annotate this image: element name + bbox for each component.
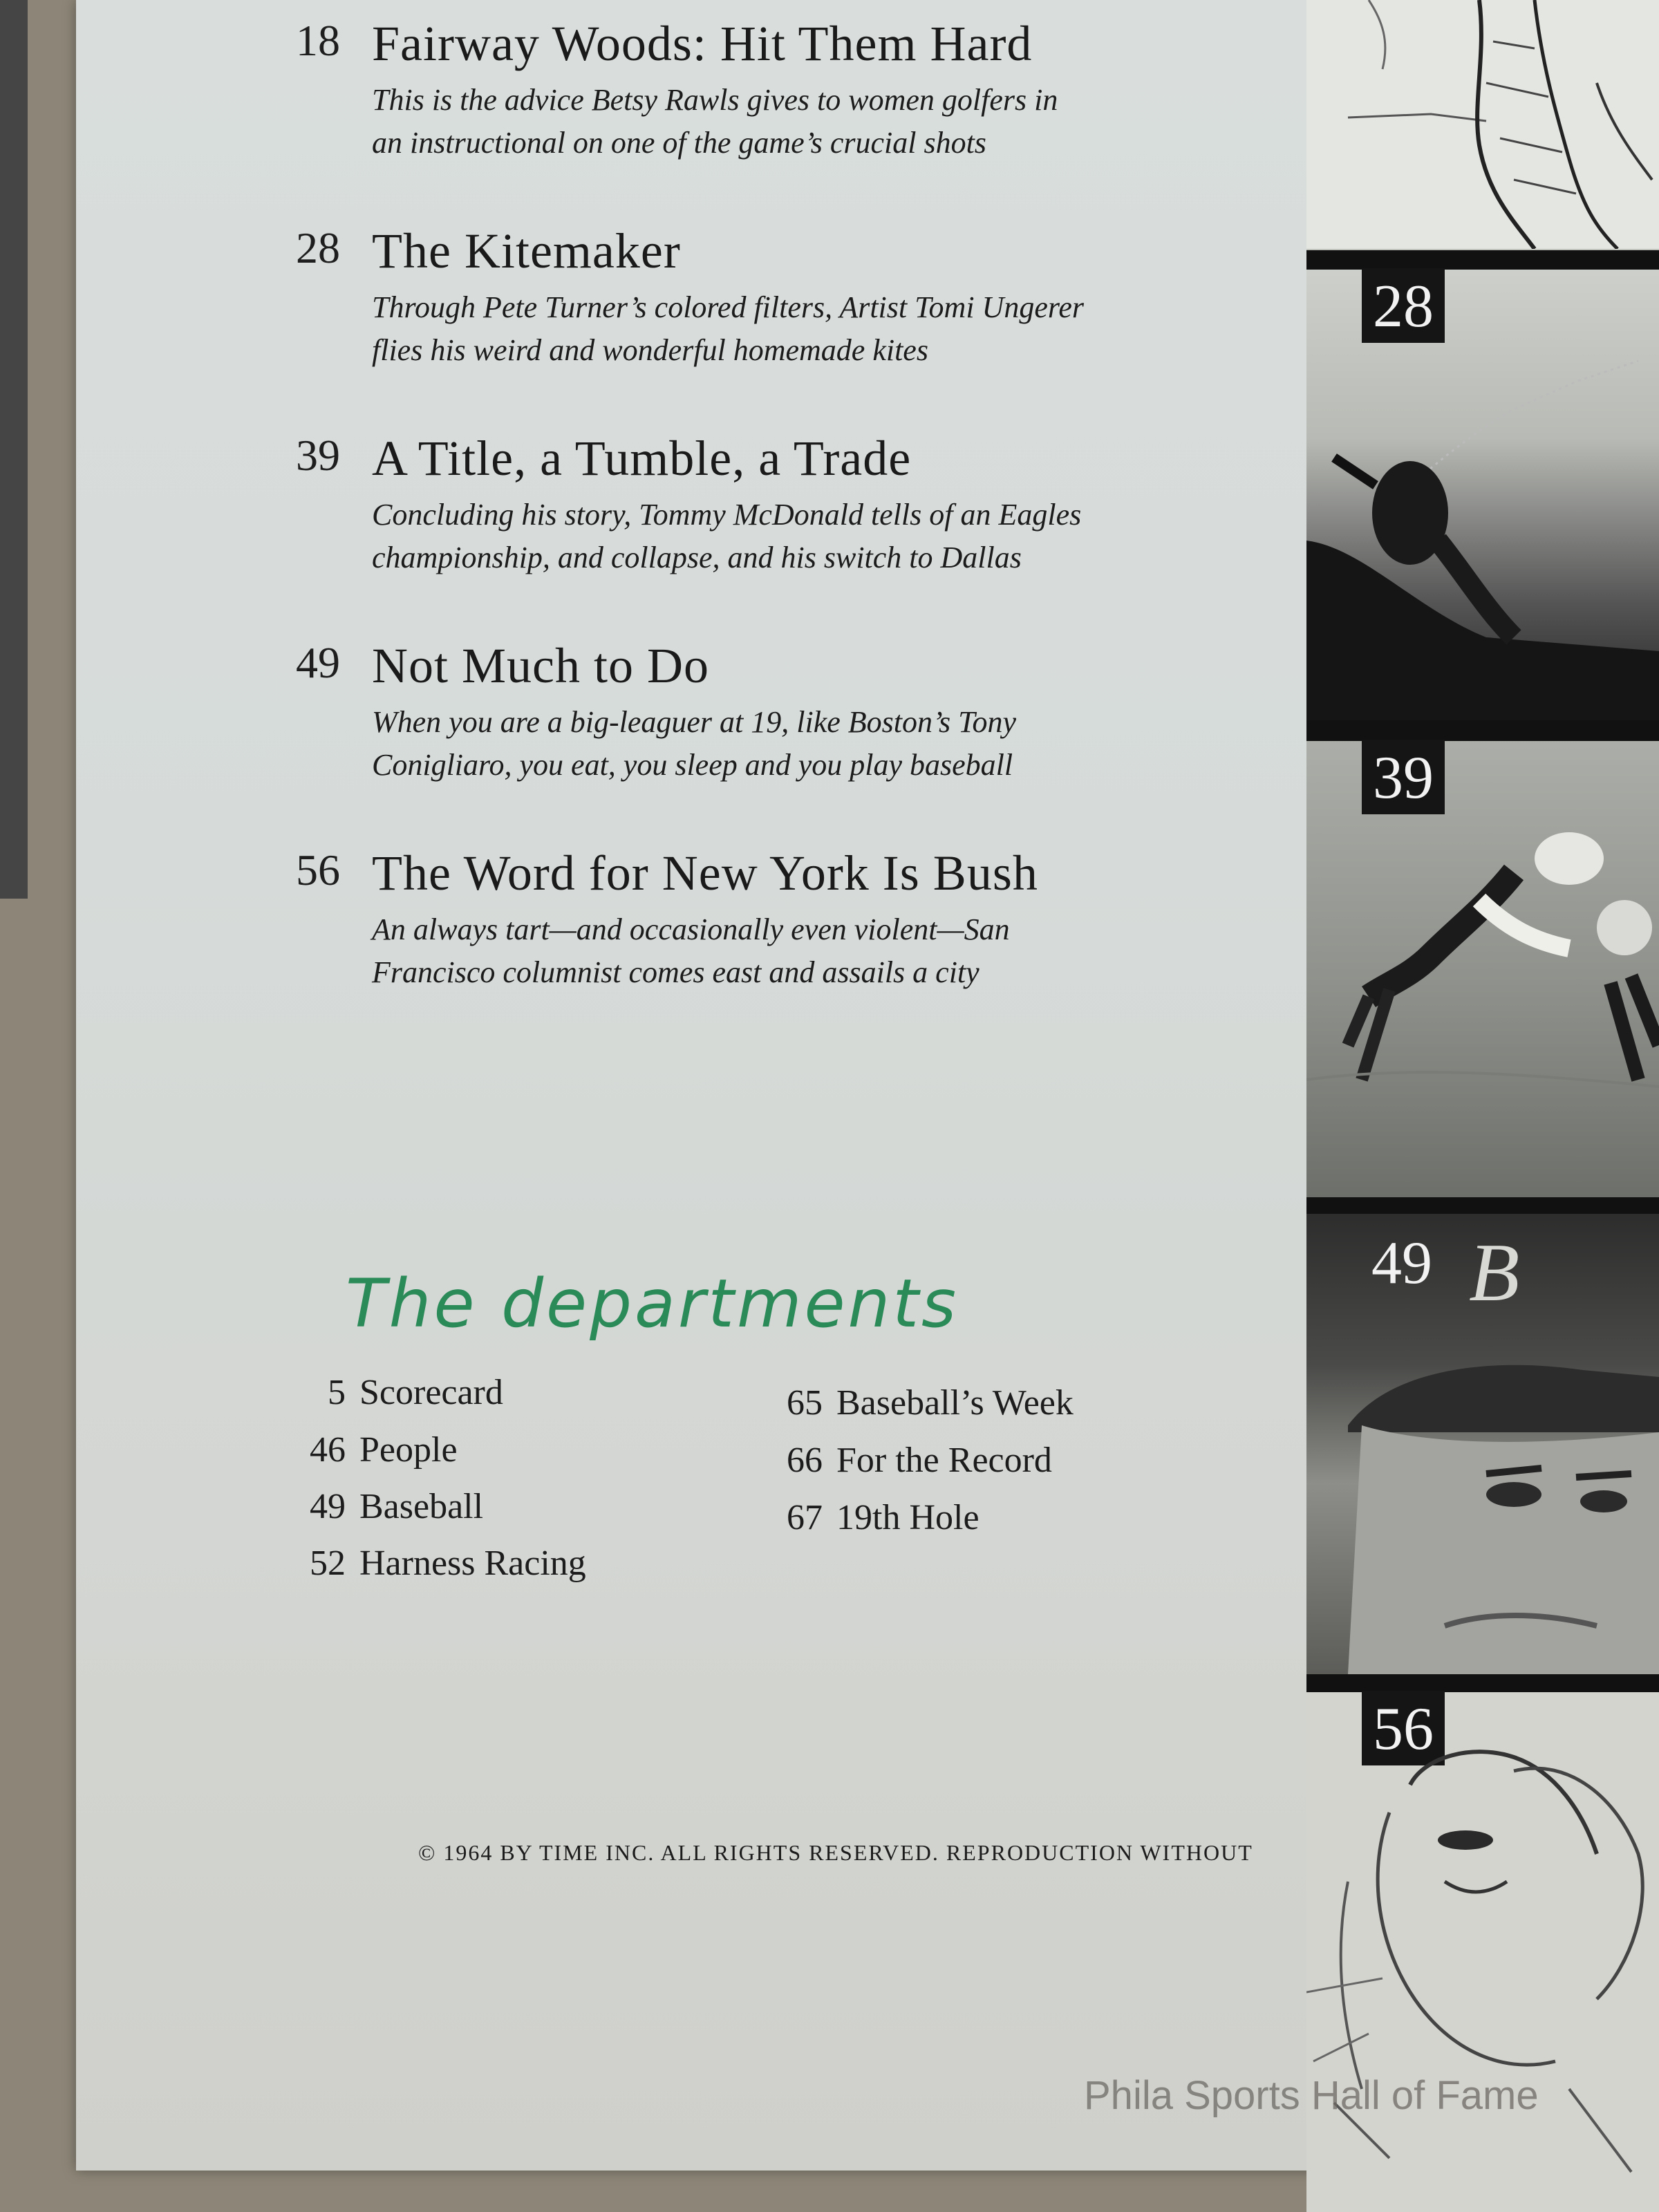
left-shadow bbox=[0, 0, 28, 899]
woman-sketch-figure bbox=[1306, 1674, 1659, 2212]
conigliaro-photo-panel bbox=[1306, 1197, 1659, 1674]
description-line: Concluding his story, Tommy McDonald tells of an Eagles bbox=[372, 498, 1082, 532]
description-line: championship, and collapse, and his switch to Dallas bbox=[372, 541, 1022, 574]
description-line: Conigliaro, you eat, you sleep and you play baseball bbox=[372, 748, 1013, 782]
golf-illustration-panel bbox=[1306, 0, 1659, 249]
diving-player-figure bbox=[1306, 720, 1659, 1197]
department-page-number: 65 bbox=[787, 1383, 823, 1423]
new-york-illustration-panel bbox=[1306, 1674, 1659, 2212]
photo-page-label: 28 bbox=[1362, 268, 1445, 343]
feature-page-number: 56 bbox=[296, 845, 340, 894]
golf-sketch-icon bbox=[1306, 0, 1659, 249]
description-line: Francisco columnist comes east and assails a city bbox=[372, 955, 980, 989]
feature-page-number: 39 bbox=[296, 431, 340, 480]
department-label: Harness Racing bbox=[359, 1544, 586, 1583]
department-label: Baseball’s Week bbox=[836, 1383, 1074, 1423]
department-label: 19th Hole bbox=[836, 1498, 980, 1537]
football-photo-panel bbox=[1306, 720, 1659, 1197]
department-page-number: 66 bbox=[787, 1441, 823, 1480]
description-line: This is the advice Betsy Rawls gives to women golfers in bbox=[372, 83, 1058, 117]
department-label: Baseball bbox=[359, 1487, 484, 1526]
description-line: an instructional on one of the game’s crucial shots bbox=[372, 126, 986, 160]
description-line: An always tart—and occasionally even violent—San bbox=[372, 912, 1010, 946]
photo-page-label: 49 bbox=[1371, 1230, 1432, 1297]
copyright-notice: © 1964 BY TIME INC. ALL RIGHTS RESERVED. REPRODUCTION WITHOUT bbox=[418, 1840, 1253, 1865]
kitemaker-photo-panel bbox=[1306, 250, 1659, 720]
description-line: When you are a big-leaguer at 19, like Boston’s Tony bbox=[372, 705, 1017, 739]
department-label: For the Record bbox=[836, 1441, 1052, 1480]
feature-title: Not Much to Do bbox=[372, 638, 709, 693]
feature-title: The Word for New York Is Bush bbox=[372, 845, 1038, 901]
feature-title: The Kitemaker bbox=[372, 223, 681, 279]
photo-page-label: 56 bbox=[1362, 1691, 1445, 1765]
department-page-number: 46 bbox=[310, 1430, 346, 1470]
feature-page-number: 18 bbox=[296, 16, 340, 65]
feature-description bbox=[372, 79, 1298, 165]
feature-description bbox=[372, 701, 1298, 787]
kite-flyer-figure bbox=[1306, 250, 1659, 720]
watermark: Phila Sports Hall of Fame bbox=[1084, 2073, 1539, 2118]
departments-heading: The departments bbox=[346, 1265, 959, 1342]
feature-title: Fairway Woods: Hit Them Hard bbox=[372, 16, 1033, 71]
feature-description bbox=[372, 908, 1298, 994]
feature-title: A Title, a Tumble, a Trade bbox=[372, 431, 912, 486]
department-page-number: 52 bbox=[310, 1544, 346, 1583]
feature-page-number: 49 bbox=[296, 638, 340, 687]
department-page-number: 5 bbox=[328, 1373, 346, 1412]
department-page-number: 49 bbox=[310, 1487, 346, 1526]
department-label: People bbox=[359, 1430, 458, 1470]
feature-description bbox=[372, 494, 1298, 579]
department-label: Scorecard bbox=[359, 1373, 503, 1412]
feature-description bbox=[372, 286, 1298, 372]
feature-page-number: 28 bbox=[296, 223, 340, 272]
description-line: flies his weird and wonderful homemade kites bbox=[372, 333, 928, 367]
description-line: Through Pete Turner’s colored filters, Artist Tomi Ungerer bbox=[372, 290, 1085, 324]
photo-page-label: 39 bbox=[1362, 740, 1445, 814]
photo-strip bbox=[1306, 0, 1659, 2212]
cap-letter: B bbox=[1469, 1226, 1520, 1318]
magazine-page bbox=[76, 0, 1327, 2171]
department-page-number: 67 bbox=[787, 1498, 823, 1537]
